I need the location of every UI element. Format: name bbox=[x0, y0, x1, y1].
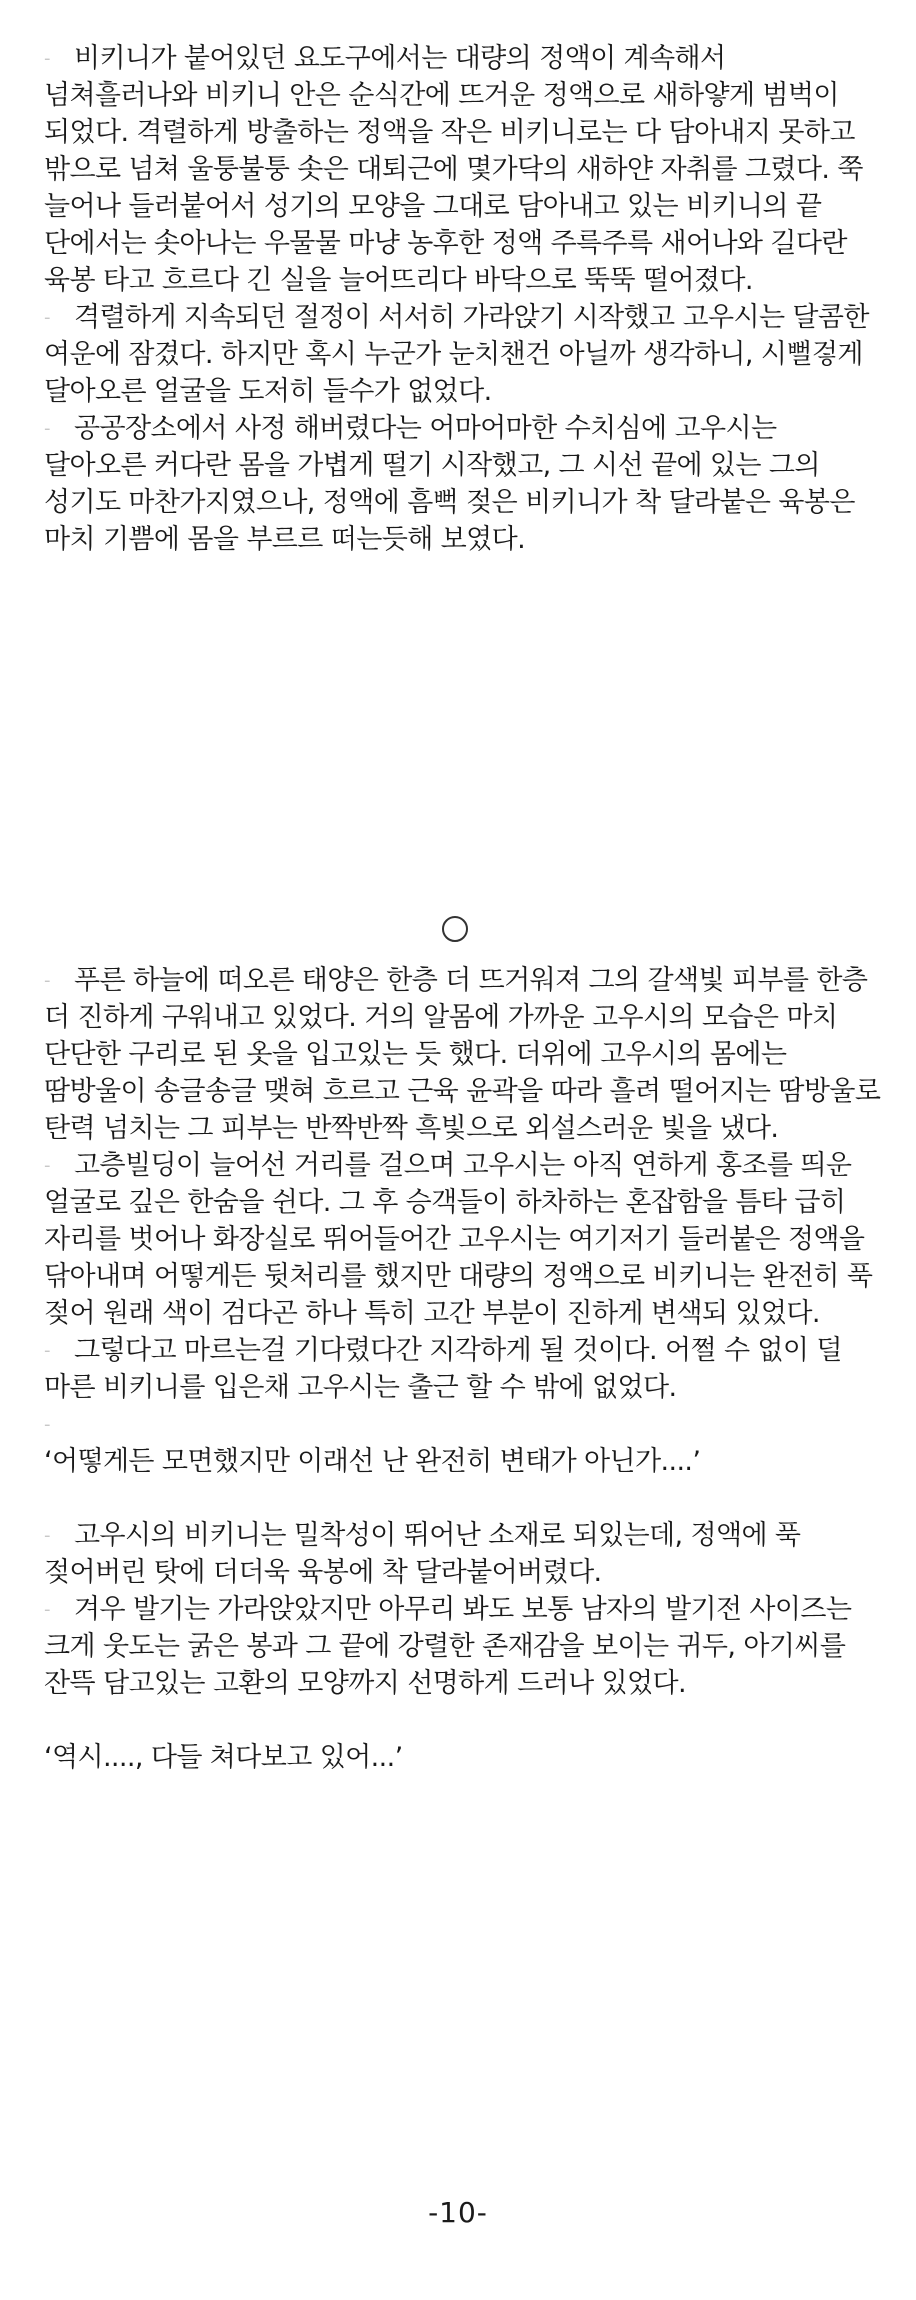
paragraph-text: 겨우 발기는 가라앉았지만 아무리 봐도 보통 남자의 발기전 사이즈는 크게 웃도는 굵은 봉과 그 끝에 강렬한 존재감을 보이는 귀두, 아기씨를 잔뜩 담고있는 고환의 모양까지 선명하게 드러나 있었다. bbox=[44, 1594, 852, 1699]
paragraph-text: 공공장소에서 사정 해버렸다는 어마어마한 수치심에 고우시는 달아오른 커다란 몸을 가볍게 떨기 시작했고, 그 시선 끝에 있는 그의 성기도 마찬가지였으나, 정액에 흠뻑 젖은 비키니가 착 달라붙은 육봉은 마치 기쁨에 몸을 부르르 떠는듯해 보였다. bbox=[44, 413, 855, 555]
paragraph bbox=[44, 1147, 884, 1332]
indent-mark: - bbox=[44, 970, 50, 991]
indent-mark: - bbox=[44, 307, 50, 328]
inner-thought-quote: ‘어떻게든 모면했지만 이래선 난 완전히 변태가 아닌가....’ bbox=[44, 1446, 701, 1477]
paragraph bbox=[44, 410, 884, 558]
paragraph bbox=[44, 299, 884, 410]
page-number: -10- bbox=[428, 2196, 488, 2229]
paragraph bbox=[44, 1517, 884, 1591]
empty-line: - bbox=[44, 1414, 51, 1435]
section-1 bbox=[44, 40, 884, 558]
paragraph bbox=[44, 1332, 884, 1406]
indent-mark: - bbox=[44, 418, 50, 439]
paragraph-text: 고우시의 비키니는 밀착성이 뛰어난 소재로 되있는데, 정액에 푹 젖어버린 탓에 더더욱 육봉에 착 달라붙어버렸다. bbox=[44, 1520, 801, 1588]
indent-mark: - bbox=[44, 1155, 50, 1176]
paragraph-text: 비키니가 붙어있던 요도구에서는 대량의 정액이 계속해서 넘쳐흘러나와 비키니 안은 순식간에 뜨거운 정액으로 새하얗게 범벅이 되었다. 격렬하게 방출하는 정액을 작은 비키니로는 다 담아내지 못하고 밖으로 넘쳐 울퉁불퉁 솟은 대퇴근에 몇가닥의 새하얀 자취를 그렸다. 쭉 늘어나 들러붙어서 성기의 모양을 그대로 담아내고 있는 비키니의 끝 단에서는 솟아나는 우물물 마냥 농후한 정액 주륵주륵 새어나와 길다란 육봉 타고 흐르다 긴 실을 늘어뜨리다 바닥으로 뚝뚝 떨어졌다. bbox=[44, 43, 863, 296]
indent-mark: - bbox=[44, 48, 50, 69]
paragraph-text: 고층빌딩이 늘어선 거리를 걸으며 고우시는 아직 연하게 홍조를 띄운 얼굴로 깊은 한숨을 쉰다. 그 후 승객들이 하차하는 혼잡함을 틈타 급히 자리를 벗어나 화장실로 뛰어들어간 고우시는 여기저기 들러붙은 정액을 닦아내며 어떻게든 뒷처리를 했지만 대량의 정액으로 비키니는 완전히 푹 젖어 원래 색이 검다곤 하나 특히 고간 부분이 진하게 변색되 있었다. bbox=[44, 1150, 873, 1329]
paragraph-text: 격렬하게 지속되던 절정이 서서히 가라앉기 시작했고 고우시는 달콤한 여운에 잠겼다. 하지만 혹시 누군가 눈치챈건 아닐까 생각하니, 시뻘겋게 달아오른 얼굴을 도저히 들수가 없었다. bbox=[44, 302, 869, 407]
paragraph bbox=[44, 962, 884, 1147]
paragraph-text: 그렇다고 마르는걸 기다렸다간 지각하게 될 것이다. 어쩔 수 없이 덜 마른 비키니를 입은채 고우시는 출근 할 수 밖에 없었다. bbox=[44, 1335, 842, 1403]
indent-mark: - bbox=[44, 1340, 50, 1361]
paragraph-text: 푸른 하늘에 떠오른 태양은 한층 더 뜨거워져 그의 갈색빛 피부를 한층 더 진하게 구워내고 있었다. 거의 알몸에 가까운 고우시의 모습은 마치 단단한 구리로 된 옷을 입고있는 듯 했다. 더위에 고우시의 몸에는 땀방울이 송글송글 맺혀 흐르고 근육 윤곽을 따라 흘려 떨어지는 땀방울로 탄력 넘치는 그 피부는 반짝반짝 흑빛으로 외설스러운 빛을 냈다. bbox=[44, 965, 881, 1144]
section-2 bbox=[44, 962, 884, 1776]
indent-mark: - bbox=[44, 1599, 50, 1620]
paragraph bbox=[44, 40, 884, 299]
indent-mark: - bbox=[44, 1525, 50, 1546]
paragraph bbox=[44, 1591, 884, 1702]
inner-thought-quote: ‘역시...., 다들 쳐다보고 있어...’ bbox=[44, 1742, 403, 1773]
section-divider-circle bbox=[442, 916, 468, 942]
